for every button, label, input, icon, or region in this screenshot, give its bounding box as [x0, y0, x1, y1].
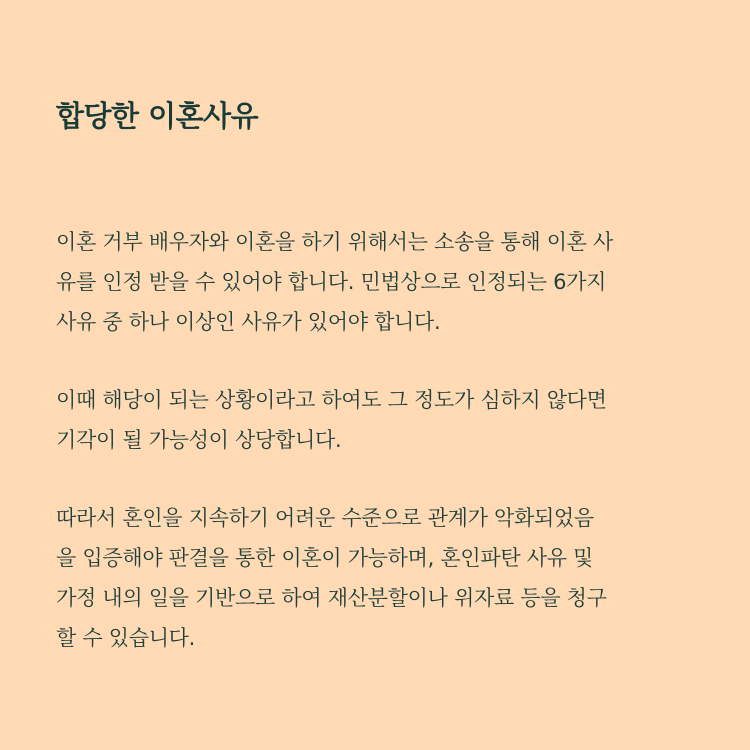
paragraph-line: 할 수 있습니다.: [56, 626, 196, 650]
paragraph-line: 따라서 혼인을 지속하기 어려운 수준으로 관계가 악화되었음: [56, 506, 594, 530]
paragraph-line: 이혼 거부 배우자와 이혼을 하기 위해서는 소송을 통해 이혼 사: [56, 230, 614, 254]
paragraph-1: [56, 222, 706, 342]
paragraph-3: [56, 498, 706, 658]
paragraph-line: 이때 해당이 되는 상황이라고 하여도 그 정도가 심하지 않다면: [56, 388, 607, 412]
paragraph-line: 가정 내의 일을 기반으로 하여 재산분할이나 위자료 등을 청구: [56, 586, 607, 610]
paragraph-line: 사유 중 하나 이상인 사유가 있어야 합니다.: [56, 310, 441, 334]
paragraph-2: [56, 380, 706, 460]
paragraph-line: 기각이 될 가능성이 상당합니다.: [56, 428, 342, 452]
paragraph-line: 을 입증해야 판결을 통한 이혼이 가능하며, 혼인파탄 사유 및: [56, 546, 594, 570]
article-body: [56, 222, 706, 696]
page-title: 합당한 이혼사유: [56, 99, 259, 133]
paragraph-line: 유를 인정 받을 수 있어야 합니다. 민법상으로 인정되는 6가지: [56, 270, 607, 294]
